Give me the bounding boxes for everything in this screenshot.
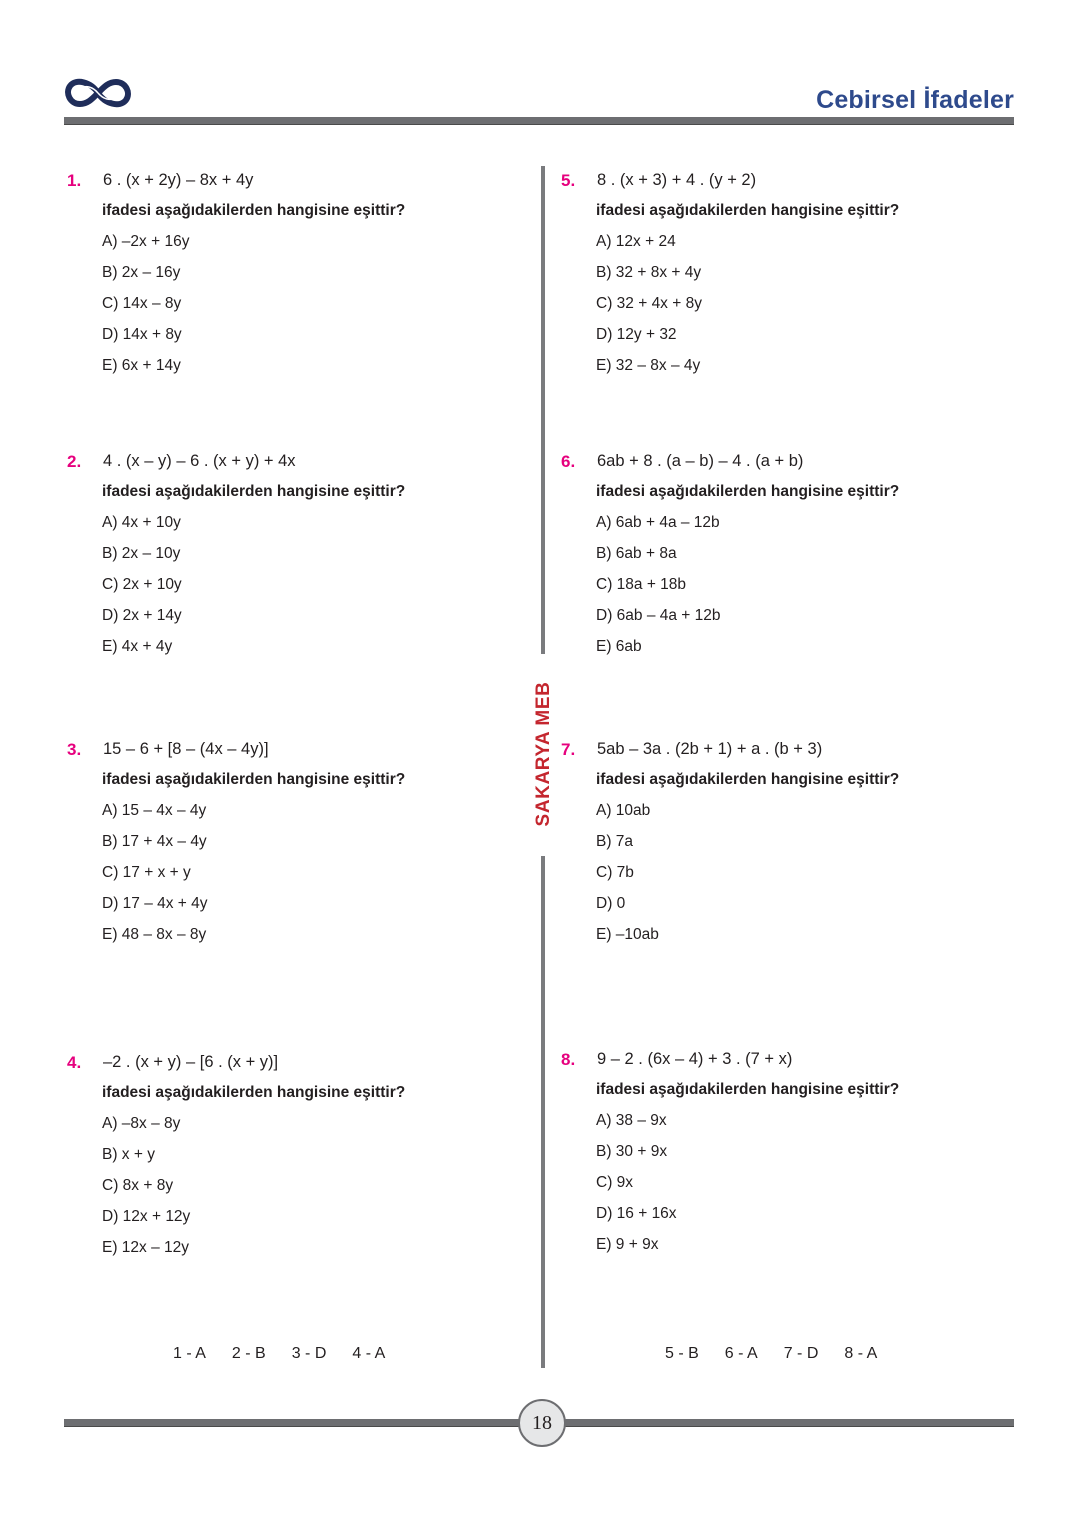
option-e: E) 9 + 9x <box>596 1236 659 1253</box>
option-c: C) 14x – 8y <box>102 295 182 312</box>
option-c: C) 7b <box>596 864 634 881</box>
answer-key-item: 2 - B <box>231 1345 266 1362</box>
option-a: A) 38 – 9x <box>596 1112 667 1129</box>
option-d: D) 14x + 8y <box>102 326 182 343</box>
option-d: D) 16 + 16x <box>596 1205 677 1222</box>
option-e: E) 4x + 4y <box>102 638 173 655</box>
answer-key-item: 4 - A <box>352 1345 386 1362</box>
question-prompt: ifadesi aşağıdakilerden hangisine eşittir? <box>102 771 406 788</box>
option-a: A) 4x + 10y <box>102 514 181 531</box>
option-d: D) 12y + 32 <box>596 326 677 343</box>
option-d: D) 6ab – 4a + 12b <box>596 607 721 624</box>
question-number: 3. <box>67 740 82 759</box>
question-expression: 15 – 6 + [8 – (4x – 4y)] <box>103 740 269 758</box>
option-d: D) 0 <box>596 895 626 912</box>
option-a: A) 15 – 4x – 4y <box>102 802 207 819</box>
option-b: B) 32 + 8x + 4y <box>596 264 702 281</box>
option-e: E) –10ab <box>596 926 659 943</box>
question-number: 2. <box>67 452 82 471</box>
column-divider-top <box>541 166 545 654</box>
option-a: A) 10ab <box>596 802 651 819</box>
question-expression: 8 . (x + 3) + 4 . (y + 2) <box>597 171 757 189</box>
question-prompt: ifadesi aşağıdakilerden hangisine eşittir? <box>596 202 900 219</box>
option-d: D) 2x + 14y <box>102 607 182 624</box>
option-c: C) 18a + 18b <box>596 576 687 593</box>
question-prompt: ifadesi aşağıdakilerden hangisine eşittir? <box>596 483 900 500</box>
option-b: B) 6ab + 8a <box>596 545 677 562</box>
option-d: D) 12x + 12y <box>102 1208 191 1225</box>
column-divider-bottom <box>541 856 545 1368</box>
option-e: E) 6x + 14y <box>102 357 181 374</box>
option-a: A) –8x – 8y <box>102 1115 181 1132</box>
answer-key-item: 5 - B <box>665 1345 699 1362</box>
question-number: 8. <box>561 1050 576 1069</box>
question-prompt: ifadesi aşağıdakilerden hangisine eşittir? <box>596 771 900 788</box>
answer-key-item: 7 - D <box>783 1345 819 1362</box>
option-e: E) 6ab <box>596 638 642 655</box>
page-title: Cebirsel İfadeler <box>816 86 1014 114</box>
option-a: A) –2x + 16y <box>102 233 190 250</box>
question-expression: 4 . (x – y) – 6 . (x + y) + 4x <box>103 452 296 470</box>
question-expression: 5ab – 3a . (2b + 1) + a . (b + 3) <box>597 740 823 758</box>
option-c: C) 9x <box>596 1174 634 1191</box>
option-e: E) 48 – 8x – 8y <box>102 926 207 943</box>
option-b: B) 30 + 9x <box>596 1143 668 1160</box>
question-prompt: ifadesi aşağıdakilerden hangisine eşittir? <box>102 1084 406 1101</box>
option-b: B) 2x – 16y <box>102 264 181 281</box>
option-b: B) x + y <box>102 1146 155 1163</box>
option-d: D) 17 – 4x + 4y <box>102 895 208 912</box>
option-e: E) 32 – 8x – 4y <box>596 357 701 374</box>
question-prompt: ifadesi aşağıdakilerden hangisine eşittir? <box>102 202 406 219</box>
option-c: C) 17 + x + y <box>102 864 191 881</box>
side-label: SAKARYA MEB <box>533 681 554 827</box>
question-number: 6. <box>561 452 576 471</box>
answer-key-item: 8 - A <box>844 1345 878 1362</box>
answer-key-item: 6 - A <box>724 1345 758 1362</box>
question-number: 4. <box>67 1053 82 1072</box>
answer-key-item: 1 - A <box>173 1345 206 1362</box>
question-number: 5. <box>561 171 576 190</box>
option-a: A) 6ab + 4a – 12b <box>596 514 720 531</box>
option-b: B) 2x – 10y <box>102 545 181 562</box>
question-prompt: ifadesi aşağıdakilerden hangisine eşittir? <box>102 483 406 500</box>
option-c: C) 8x + 8y <box>102 1177 174 1194</box>
question-expression: 6 . (x + 2y) – 8x + 4y <box>103 171 254 189</box>
infinity-icon <box>64 74 132 112</box>
header-rule <box>64 117 1014 125</box>
question-prompt: ifadesi aşağıdakilerden hangisine eşittir? <box>596 1081 900 1098</box>
question-expression: –2 . (x + y) – [6 . (x + y)] <box>103 1053 279 1071</box>
option-b: B) 17 + 4x – 4y <box>102 833 207 850</box>
answer-key-right <box>665 1345 877 1363</box>
answer-key-left <box>173 1345 385 1363</box>
question-expression: 9 – 2 . (6x – 4) + 3 . (7 + x) <box>597 1050 793 1068</box>
question-number: 1. <box>67 171 82 190</box>
option-e: E) 12x – 12y <box>102 1239 190 1256</box>
option-b: B) 7a <box>596 833 634 850</box>
question-expression: 6ab + 8 . (a – b) – 4 . (a + b) <box>597 452 804 470</box>
option-c: C) 2x + 10y <box>102 576 182 593</box>
option-c: C) 32 + 4x + 8y <box>596 295 702 312</box>
page-number: 18 <box>518 1399 566 1447</box>
answer-key-item: 3 - D <box>291 1345 327 1362</box>
question-number: 7. <box>561 740 576 759</box>
option-a: A) 12x + 24 <box>596 233 676 250</box>
